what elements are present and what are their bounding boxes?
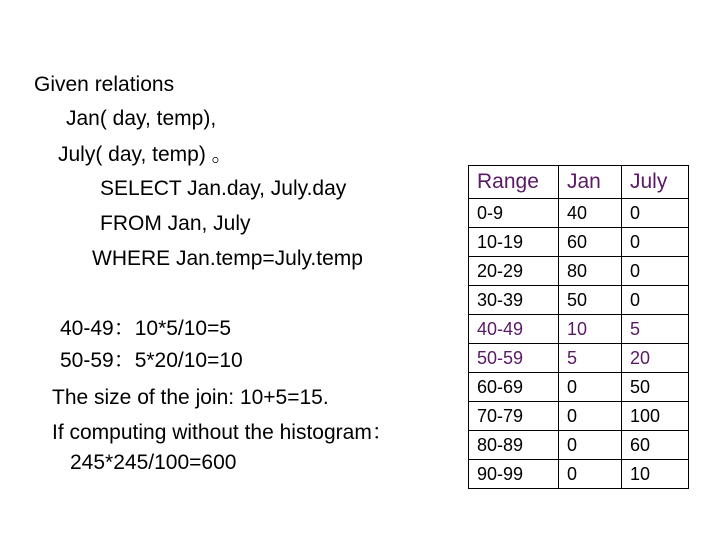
table-row — [469, 373, 689, 402]
range-cell: 50-59 — [469, 344, 559, 373]
jan-cell: 0 — [559, 402, 622, 431]
range-cell: 60-69 — [469, 373, 559, 402]
jan-relation-text: Jan( day, temp), — [66, 107, 217, 130]
range-cell: 70-79 — [469, 402, 559, 431]
jan-cell: 0 — [559, 373, 622, 402]
table-row — [469, 402, 689, 431]
table-row — [469, 315, 689, 344]
jan-cell: 10 — [559, 315, 622, 344]
range-cell: 20-29 — [469, 257, 559, 286]
jan-cell: 0 — [559, 460, 622, 489]
jan-cell: 60 — [559, 228, 622, 257]
table-header-row — [469, 166, 689, 199]
range-cell: 90-99 — [469, 460, 559, 489]
july-cell: 0 — [622, 286, 689, 315]
july-cell: 0 — [622, 257, 689, 286]
without-histogram-line: If computing without the histogram： — [52, 421, 393, 444]
without-histogram-result: 245*245/100=600 — [70, 451, 237, 474]
range-cell: 80-89 — [469, 431, 559, 460]
table-row — [469, 431, 689, 460]
sql-select-line: SELECT Jan.day, July.day — [100, 177, 347, 200]
july-cell: 20 — [622, 344, 689, 373]
calc-40-49-line: 40-49：10*5/10=5 — [60, 317, 232, 340]
table-row — [469, 460, 689, 489]
july-cell: 50 — [622, 373, 689, 402]
range-cell: 10-19 — [469, 228, 559, 257]
range-cell: 0-9 — [469, 199, 559, 228]
table-row — [469, 344, 689, 373]
jan-cell: 80 — [559, 257, 622, 286]
range-cell: 40-49 — [469, 315, 559, 344]
sql-from-line: FROM Jan, July — [100, 212, 251, 235]
july-cell: 10 — [622, 460, 689, 489]
jan-cell: 5 — [559, 344, 622, 373]
table-row — [469, 257, 689, 286]
july-cell: 5 — [622, 315, 689, 344]
july-cell: 0 — [622, 228, 689, 257]
join-size-line: The size of the join: 10+5=15. — [52, 386, 329, 409]
given-relations-text: Given relations — [34, 73, 175, 96]
calc-50-59-line: 50-59：5*20/10=10 — [60, 349, 243, 372]
table-row — [469, 199, 689, 228]
range-cell: 30-39 — [469, 286, 559, 315]
histogram-table — [468, 165, 689, 489]
table-row — [469, 228, 689, 257]
range-header: Range — [469, 166, 559, 199]
july-cell: 60 — [622, 431, 689, 460]
july-cell: 0 — [622, 199, 689, 228]
sql-where-line: WHERE Jan.temp=July.temp — [92, 247, 363, 270]
jan-cell: 0 — [559, 431, 622, 460]
jan-cell: 40 — [559, 199, 622, 228]
july-relation-text: July( day, temp) 。 — [58, 143, 233, 166]
july-cell: 100 — [622, 402, 689, 431]
july-header: July — [622, 166, 689, 199]
table-row — [469, 286, 689, 315]
jan-cell: 50 — [559, 286, 622, 315]
jan-header: Jan — [559, 166, 622, 199]
